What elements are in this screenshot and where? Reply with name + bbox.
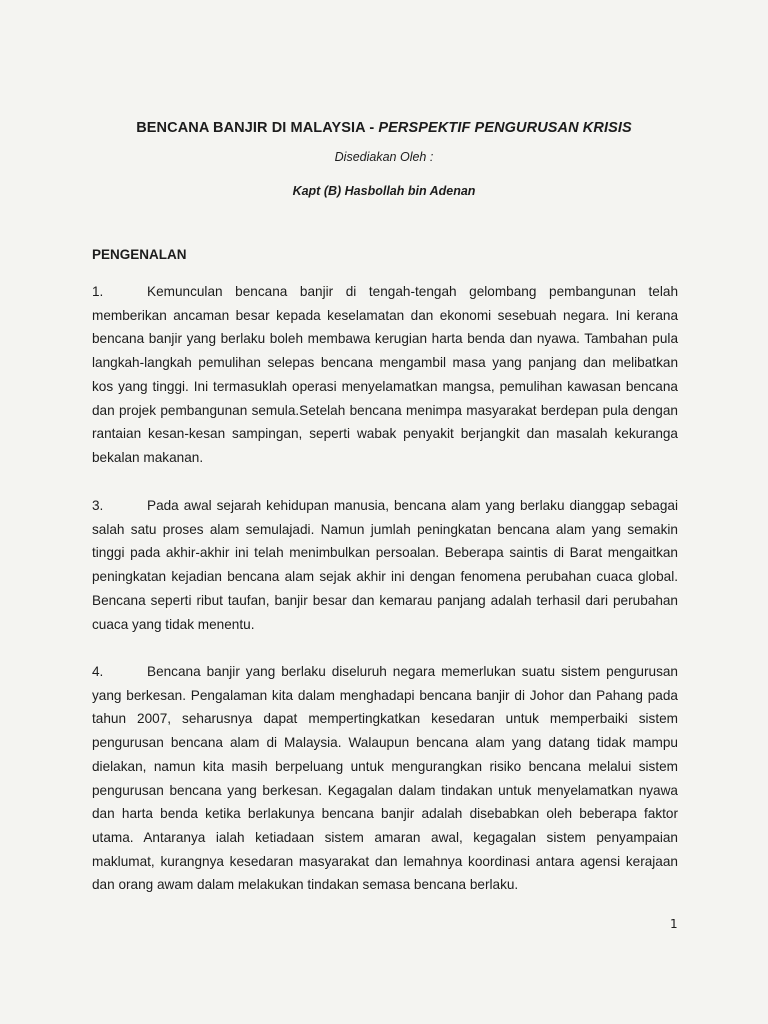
- document-title: [0, 120, 768, 136]
- paragraph-3: [92, 494, 678, 636]
- paragraph-number: 1.: [92, 284, 104, 299]
- paragraph-number: 4.: [92, 664, 104, 679]
- paragraph-text: Pada awal sejarah kehidupan manusia, bencana alam yang berlaku dianggap sebagai salah satu proses alam semulajadi. Namun jumlah peningkatan bencana alam yang semakin tinggi pada akhir-akhir ini telah menimbulkan persoalan. Beberapa saintis di Barat mengaitkan peningkatan kejadian bencana alam sejak akhir ini dengan fenomena perubahan cuaca global. Bencana seperti ribut taufan, banjir besar dan kemarau panjang adalah terhasil dari perubahan cuaca yang tidak menentu.: [92, 498, 678, 632]
- paragraph-number: 3.: [92, 498, 104, 513]
- paragraph-text: Kemunculan bencana banjir di tengah-tengah gelombang pembangunan telah memberikan ancaman besar kepada keselamatan dan ekonomi sesebuah negara. Ini kerana bencana banjir yang berlaku boleh membawa kerugian harta benda dan nyawa. Tambahan pula langkah-langkah pemulihan selepas bencana mengambil masa yang panjang dan melibatkan kos yang tinggi. Ini termasuklah operasi menyelamatkan mangsa, pemulihan kawasan bencana dan projek pembangunan semula.Setelah bencana menimpa masyarakat berdepan pula dengan rantaian kesan-kesan sampingan, seperti wabak penyakit berjangkit dan masalah kekuranga bekalan makanan.: [92, 284, 678, 465]
- title-italic: PERSPEKTIF PENGURUSAN KRISIS: [378, 120, 632, 136]
- author-name: Kapt (B) Hasbollah bin Adenan: [292, 184, 476, 198]
- section-heading: PENGENALAN: [92, 247, 187, 262]
- paragraph-1: [92, 280, 678, 470]
- paragraph-text: Bencana banjir yang berlaku diseluruh negara memerlukan suatu sistem pengurusan yang berkesan. Pengalaman kita dalam menghadapi bencana banjir di Johor dan Pahang pada tahun 2007, seharusnya dapat mempertingkatkan kesedaran untuk memperbaiki sistem pengurusan bencana alam di Malaysia. Walaupun bencana alam yang datang tidak mampu dielakan, namun kita masih berpeluang untuk mengurangkan risiko bencana melalui sistem pengurusan bencana yang berkesan. Kegagalan dalam tindakan untuk menyelamatkan nyawa dan harta benda ketika berlakunya bencana banjir adalah disebabkan oleh beberapa faktor utama. Antaranya ialah ketiadaan sistem amaran awal, kegagalan sistem penyampaian maklumat, kurangnya kesedaran masyarakat dan lemahnya koordinasi antara agensi kerajaan dan orang awam dalam melakukan tindakan semasa bencana berlaku.: [92, 664, 678, 893]
- title-main: BENCANA BANJIR DI MALAYSIA -: [136, 120, 379, 136]
- paragraph-4: [92, 660, 678, 897]
- page-number: 1: [670, 917, 678, 931]
- prepared-by-label: Disediakan Oleh :: [334, 150, 434, 164]
